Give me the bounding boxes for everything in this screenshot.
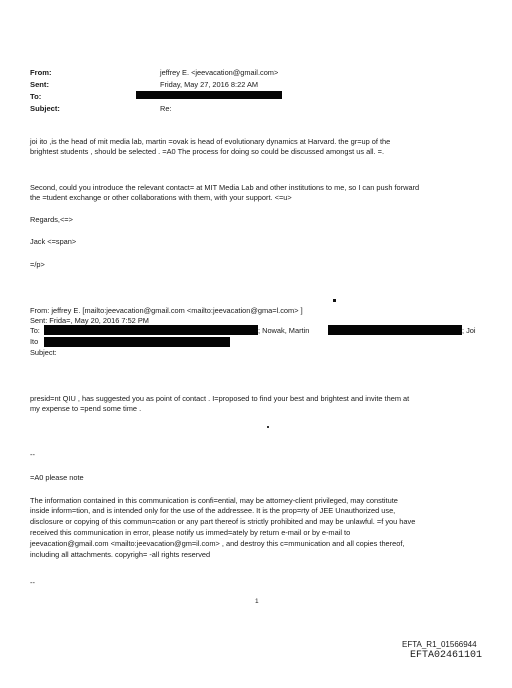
body-line: Second, could you introduce the relevant contact= at MIT Media Lab and other institutions to me, so I can push forward (30, 183, 420, 192)
page-number: 1 (255, 598, 259, 605)
signature-line: Jack <=span> (30, 237, 77, 246)
quoted-body-line: my expense to =pend some time . (30, 404, 142, 413)
body-line: =/p> (30, 260, 45, 269)
confidentiality-line: inside inform=tion, and is intended only for the use of the addressee. It is the prop=rty of JEE Unauthorized use, (30, 506, 396, 515)
quoted-sent-line: Sent: Frida=, May 20, 2016 7:52 PM (30, 316, 149, 325)
quoted-to-nowak: ; Nowak, Martin (258, 326, 310, 335)
quoted-to-ito: Ito (30, 337, 39, 346)
body-line: the =tudent exchange or other collaborations with them, with your support. <=u> (30, 193, 292, 202)
quoted-to-label: To: (30, 326, 40, 335)
sent-value: Friday, May 27, 2016 8:22 AM (160, 80, 259, 89)
confidentiality-line: including all attachments. copyrigh= -all rights reserved (30, 550, 211, 559)
speck-mark (267, 426, 269, 428)
to-label: To: (30, 92, 42, 101)
body-line: joi ito ,is the head of mit media lab, martin =ovak is head of evolutionary dynamics at Harvard. the gr=up of the (30, 137, 391, 146)
sent-label: Sent: (30, 80, 49, 89)
from-value: jeffrey E. <jeevacation@gmail.com> (160, 68, 279, 77)
speck-mark (333, 299, 336, 302)
quoted-from-line: From: jeffrey E. [mailto:jeevacation@gmail.com <mailto:jeevacation@gma=l.com> ] (30, 306, 303, 315)
quoted-subject-label: Subject: (30, 348, 57, 357)
redaction-quoted-to-3 (44, 337, 230, 347)
regards-line: Regards,<=> (30, 215, 73, 224)
a0-note-line: =A0 please note (30, 473, 84, 482)
from-label: From: (30, 68, 52, 77)
redaction-to (136, 91, 282, 99)
confidentiality-line: disclosure or copying of this commun=cation or any part thereof is strictly prohibited and may be unlawful. =f you have (30, 517, 416, 526)
confidentiality-line: received this communication in error, please notify us immed=ately by return e-mail or by e-mail to (30, 528, 351, 537)
body-line: brightest students , should be selected . =A0 The process for doing so could be discussed amongst us all. =. (30, 147, 385, 156)
quoted-to-joi: ; Joi (462, 326, 476, 335)
subject-value: Re: (160, 104, 172, 113)
confidentiality-line: The information contained in this communication is confi=ential, may be attorney-client privileged, may constitute (30, 496, 398, 505)
redaction-quoted-to-2 (328, 325, 462, 335)
separator-dashes: -- (30, 578, 35, 587)
redaction-quoted-to-1 (44, 325, 258, 335)
quoted-body-line: presid=nt QIU , has suggested you as point of contact . I=proposed to find your best and brightest and invite them at (30, 394, 410, 403)
bates-stamp-large: EFTA02461101 (410, 650, 483, 661)
confidentiality-line: jeevacation@gmail.com <mailto:jeevacation@gm=il.com> , and destroy this c=mmunication and all copies thereof, (30, 539, 405, 548)
subject-label: Subject: (30, 104, 60, 113)
separator-dashes: -- (30, 450, 35, 459)
bates-stamp-small: EFTA_R1_01566944 (402, 640, 477, 649)
